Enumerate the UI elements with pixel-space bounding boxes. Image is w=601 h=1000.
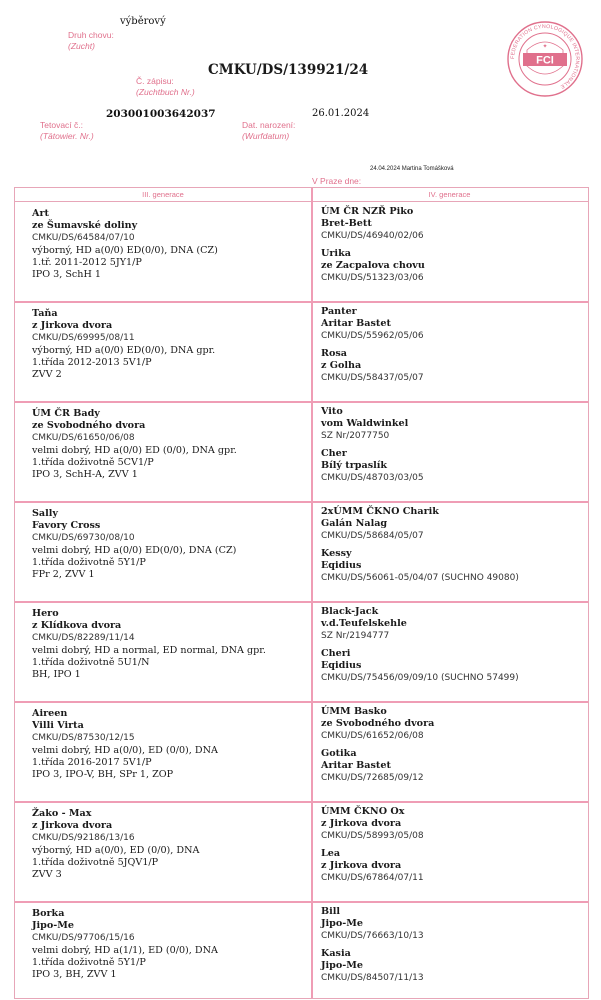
kennel-name: ze Zacpalova chovu — [321, 259, 425, 271]
registration-number: CMKU/DS/46940/02/06 — [321, 231, 424, 242]
registration-number: CMKU/DS/75456/09/09/10 (SUCHNO 57499) — [321, 673, 519, 684]
kennel-name: v.d.Teufelskehle — [321, 618, 407, 630]
registration-number: CMKU/DS/58993/05/08 — [321, 831, 424, 842]
ancestor-detail: BH, IPO 1 — [32, 669, 81, 681]
row-divider — [15, 701, 588, 703]
ancestor-detail: 1.třída 2016-2017 5V1/P — [32, 756, 152, 768]
ancestor-name: 2xÚMM ČKNO Charik — [321, 506, 439, 517]
registry-label: Č. zápisu: (Zuchtbuch Nr.) — [136, 76, 195, 97]
kennel-name: z Klídkova dvora — [32, 620, 122, 632]
kennel-name: Jipo-Me — [321, 918, 363, 930]
gen4-ancestors — [321, 206, 425, 284]
ancestor-detail: 1.třída doživotně 5Y1/P — [32, 956, 146, 968]
gen4-ancestors — [321, 506, 519, 584]
kennel-name: Bret-Bett — [321, 218, 372, 230]
row-divider — [15, 301, 588, 303]
kennel-name: z Golha — [321, 359, 362, 371]
svg-text:✦: ✦ — [542, 43, 548, 50]
row-divider — [15, 901, 588, 903]
ancestor-detail: velmi dobrý, HD a(0/0) ED (0/0), DNA gpr. — [32, 444, 237, 456]
ancestor-detail: CMKU/DS/61650/06/08 — [32, 433, 135, 444]
registration-number: CMKU/DS/76663/10/13 — [321, 931, 424, 942]
registry-number: CMKU/DS/139921/24 — [208, 62, 369, 78]
gen4-ancestors — [321, 406, 424, 484]
ancestor-name: Kasia — [321, 947, 351, 959]
ancestor-name: Gotika — [321, 747, 357, 759]
pedigree-table — [14, 187, 589, 999]
kennel-name: Aritar Bastet — [321, 759, 391, 771]
kennel-name: z Jirkova dvora — [321, 859, 402, 871]
kennel-name: z Jirkova dvora — [32, 820, 113, 832]
tattoo-label: Tetovací č.: (Tätowier. Nr.) — [40, 120, 94, 141]
kennel-name: Villi Virta — [32, 720, 84, 732]
kennel-name: vom Waldwinkel — [321, 418, 409, 430]
ancestor-name: Lea — [321, 847, 341, 859]
ancestor-detail: CMKU/DS/92186/13/16 — [32, 833, 135, 844]
tattoo-value: 203001003642037 — [106, 108, 216, 120]
fci-logo-icon — [506, 20, 584, 98]
ancestor-detail: IPO 3, SchH-A, ZVV 1 — [32, 469, 138, 481]
kennel-name: z Jirkova dvora — [32, 320, 113, 332]
registration-number: CMKU/DS/72685/09/12 — [321, 773, 424, 784]
kennel-name: Eqidius — [321, 559, 362, 571]
ancestor-detail: CMKU/DS/69995/08/11 — [32, 333, 135, 344]
fci-logo-text: FCI — [536, 54, 554, 67]
gen4-ancestors — [321, 706, 434, 784]
kennel-name: Bílý trpaslík — [321, 459, 388, 471]
registration-number: CMKU/DS/56061-05/04/07 (SUCHNO 49080) — [321, 573, 519, 584]
ancestor-detail: CMKU/DS/64584/07/10 — [32, 233, 135, 244]
ancestor-detail: CMKU/DS/87530/12/15 — [32, 733, 135, 744]
registration-number: CMKU/DS/61652/06/08 — [321, 731, 424, 742]
registration-number: CMKU/DS/58684/05/07 — [321, 531, 424, 542]
kennel-name: Jipo-Me — [321, 959, 363, 971]
ancestor-name: ÚMM Basko — [321, 706, 387, 717]
ancestor-name: Borka — [32, 908, 65, 919]
kennel-name: ze Svobodného dvora — [321, 718, 435, 730]
gen3-header: III. generace — [142, 190, 184, 199]
gen3-ancestor — [32, 708, 218, 781]
kennel-name: Galán Nalag — [321, 518, 388, 530]
ancestor-detail: výborný, HD a(0/0) ED(0/0), DNA gpr. — [32, 344, 216, 356]
ancestor-name: Cher — [321, 447, 347, 459]
kennel-name: z Jirkova dvora — [321, 818, 402, 830]
ancestor-detail: IPO 3, BH, ZVV 1 — [32, 969, 117, 981]
registration-number: CMKU/DS/58437/05/07 — [321, 373, 424, 384]
kennel-name: Favory Cross — [32, 520, 101, 532]
ancestor-detail: 1.tř. 2011-2012 5JY1/P — [32, 256, 142, 268]
ancestor-detail: IPO 3, SchH 1 — [32, 269, 102, 281]
kennel-name: Aritar Bastet — [321, 318, 391, 330]
breeding-type-value: výběrový — [120, 16, 166, 27]
ancestor-name: Hero — [32, 608, 59, 619]
ancestor-name: Panter — [321, 306, 357, 317]
kennel-name: Eqidius — [321, 659, 362, 671]
ancestor-detail: 1.třída doživotně 5CV1/P — [32, 456, 154, 468]
kennel-name: ze Svobodného dvora — [32, 420, 146, 432]
issue-date-signature: 24.04.2024 Martina Tomášková — [370, 166, 454, 172]
breeding-type-label: Druh chovu: (Zucht) — [68, 30, 114, 51]
column-divider — [311, 188, 313, 998]
ancestor-detail: IPO 3, IPO-V, BH, SPr 1, ZOP — [32, 769, 174, 781]
ancestor-name: Kessy — [321, 547, 352, 559]
ancestor-name: Vito — [321, 406, 343, 417]
ancestor-detail: FPr 2, ZVV 1 — [32, 569, 95, 581]
registration-number: CMKU/DS/67864/07/11 — [321, 873, 424, 884]
ancestor-detail: velmi dobrý, HD a(0/0) ED(0/0), DNA (CZ) — [32, 544, 237, 556]
registration-number: CMKU/DS/84507/11/13 — [321, 973, 424, 984]
gen3-ancestor — [32, 908, 218, 981]
registration-number: SZ Nr/2077750 — [321, 431, 390, 442]
kennel-name: ze Šumavské doliny — [32, 220, 138, 232]
gen4-ancestors — [321, 606, 519, 684]
ancestor-name: Rosa — [321, 347, 347, 359]
ancestor-name: Black-Jack — [321, 606, 379, 617]
ancestor-detail: ZVV 2 — [32, 369, 62, 381]
ancestor-detail: CMKU/DS/82289/11/14 — [32, 633, 135, 644]
row-divider — [15, 801, 588, 803]
registration-number: SZ Nr/2194777 — [321, 631, 390, 642]
ancestor-name: Žako - Max — [32, 808, 92, 819]
ancestor-name: Taňa — [32, 308, 58, 319]
ancestor-detail: velmi dobrý, HD a(1/1), ED (0/0), DNA — [32, 944, 218, 956]
gen3-ancestor — [32, 408, 237, 481]
gen4-ancestors — [321, 306, 424, 384]
ancestor-detail: velmi dobrý, HD a(0/0), ED (0/0), DNA — [32, 744, 218, 756]
gen3-ancestor — [32, 308, 215, 381]
kennel-name: Jipo-Me — [32, 920, 74, 932]
dob-value: 26.01.2024 — [312, 108, 370, 119]
fci-ring-text: FEDERATION CYNOLOGIQUE INTERNATIONALE — [509, 23, 581, 90]
registration-number: CMKU/DS/51323/03/06 — [321, 273, 424, 284]
registration-number: CMKU/DS/55962/05/06 — [321, 331, 424, 342]
gen4-ancestors — [321, 906, 424, 984]
place-date-label: V Praze dne: — [312, 176, 362, 186]
row-divider — [15, 601, 588, 603]
gen3-ancestor — [32, 608, 266, 681]
ancestor-name: Art — [32, 208, 49, 219]
ancestor-detail: 1.třída doživotně 5U1/N — [32, 656, 150, 668]
ancestor-name: Aireen — [32, 708, 68, 719]
gen3-ancestor — [32, 508, 236, 581]
ancestor-name: Bill — [321, 906, 341, 917]
ancestor-name: ÚMM ČKNO Ox — [321, 806, 405, 817]
gen4-ancestors — [321, 806, 424, 884]
ancestor-name: ÚM ČR NZŘ Piko — [321, 206, 414, 217]
gen3-ancestor — [32, 808, 199, 881]
ancestor-detail: 1.třída 2012-2013 5V1/P — [32, 356, 152, 368]
dob-label: Dat. narození: (Wurfdatum) — [242, 120, 296, 141]
ancestor-detail: 1.třída doživotně 5Y1/P — [32, 556, 146, 568]
ancestor-name: Urika — [321, 247, 351, 259]
ancestor-detail: CMKU/DS/69730/08/10 — [32, 533, 135, 544]
row-divider — [15, 501, 588, 503]
ancestor-detail: výborný, HD a(0/0) ED(0/0), DNA (CZ) — [32, 244, 218, 256]
ancestor-name: Sally — [32, 508, 59, 519]
gen3-ancestor — [32, 208, 218, 281]
ancestor-detail: velmi dobrý, HD a normal, ED normal, DNA gpr. — [32, 644, 266, 656]
row-divider — [15, 401, 588, 403]
ancestor-detail: výborný, HD a(0/0), ED (0/0), DNA — [32, 844, 200, 856]
ancestor-name: ÚM ČR Bady — [32, 408, 100, 419]
ancestor-detail: 1.třída doživotně 5JQV1/P — [32, 856, 159, 868]
ancestor-detail: ZVV 3 — [32, 869, 62, 881]
gen4-header: IV. generace — [428, 190, 471, 199]
registration-number: CMKU/DS/48703/03/05 — [321, 473, 424, 484]
ancestor-name: Cheri — [321, 647, 351, 659]
ancestor-detail: CMKU/DS/97706/15/16 — [32, 933, 135, 944]
